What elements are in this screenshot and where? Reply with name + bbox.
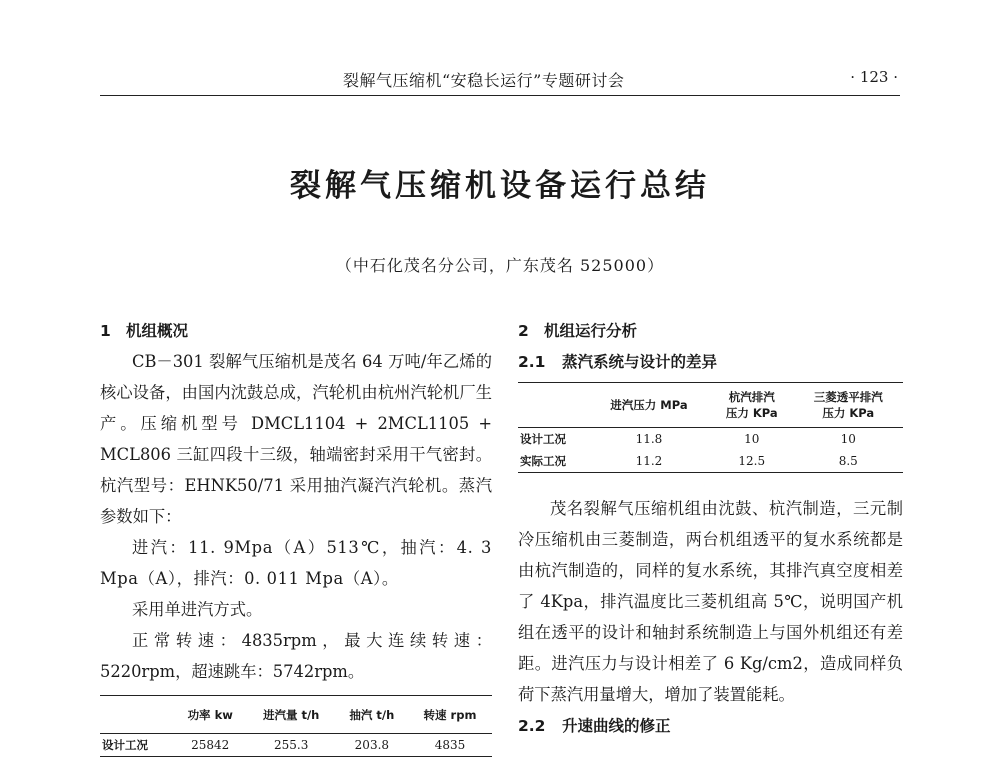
table-cell: 203.8 [354,738,390,752]
table-cell: 12.5 [738,454,766,468]
running-head-title: 裂解气压缩机“安稳长运行”专题研讨会 [343,71,625,90]
section-1-paragraph-2: 进汽：11. 9Mpa（A）513℃，抽汽：4. 3 Mpa（A），排汽：0. 011 Mpa（A）。 [100,538,492,588]
table-header-cell [518,383,588,428]
table-header-row [518,383,903,428]
article-affiliation: （中石化茂名分公司，广东茂名 525000） [335,256,665,275]
section-2-number: 2 [518,322,529,340]
table-cell: 10 [744,432,760,446]
section-2-title: 机组运行分析 [544,322,638,340]
section-1-paragraph-4: 正常转速：4835rpm，最大连续转速：5220rpm，超速跳车：5742rpm。 [100,631,492,681]
running-head [100,66,900,96]
table-header-cell: 三菱透平排汽 压力 KPa [813,390,883,420]
section-2-2-number: 2.2 [518,717,546,735]
section-2-1-heading [518,346,903,378]
table-header-cell: 转速 rpm [423,707,477,722]
table-row [518,450,903,473]
table-row [100,734,492,757]
section-1-paragraph-1: CB－301 裂解气压缩机是茂名 64 万吨/年乙烯的核心设备，由国内沈鼓总成，汽轮机由杭州汽轮机厂生产。压缩机型号 DMCL1104 + 2MCL1105 + MCL806 三缸四段十三级，轴端密封采用干气密封。杭汽型号：EHNK50/71 采用抽汽凝汽汽轮机。蒸汽参数如下： [100,352,492,526]
table-header-cell: 进汽量 t/h [262,707,320,722]
table-header-cell: 进汽压力 MPa [610,398,688,412]
page-number: · 123 · [850,68,898,86]
section-2-1-paragraph: 茂名裂解气压缩机组由沈鼓、杭汽制造，三元制冷压缩机由三菱制造，两台机组透平的复水系统都是由杭汽制造的，同样的复水系统，其排汽真空度相差了 4Kpa，排汽温度比三菱机组高 5℃，说明国产机组在透平的设计和轴封系统制造上与国外机组还有差距。进汽压力与设计相差了 6 Kg/cm2，造成同样负荷下蒸汽用量增大，增加了装置能耗。 [518,499,903,704]
section-1-paragraph-3: 采用单进汽方式。 [132,600,263,619]
table-cell: 25842 [191,738,230,752]
section-1-title: 机组概况 [126,322,189,340]
table-row-label: 设计工况 [102,738,148,752]
table-header-cell: 抽汽 t/h [349,707,395,722]
table-cell: 4835 [434,738,466,752]
section-2-2-title: 升速曲线的修正 [562,717,671,735]
table-header-cell [100,696,174,734]
table-row [518,428,903,451]
table-cell: 255.3 [274,738,309,752]
turbine-parameter-table [100,695,492,757]
table-row-label: 实际工况 [520,454,566,468]
table-cell: 11.8 [635,432,663,446]
table-cell: 8.5 [838,454,858,468]
left-column [100,316,492,757]
table-row-label: 设计工况 [520,432,566,446]
section-1-heading [100,316,492,346]
section-2-1-number: 2.1 [518,353,546,371]
section-2-2-heading [518,714,903,738]
right-column [518,316,903,738]
table-header-cell: 杭汽排汽 压力 KPa [725,390,778,420]
section-2-1-title: 蒸汽系统与设计的差异 [562,353,718,371]
section-1-number: 1 [100,322,111,340]
table-header-cell: 功率 kw [187,707,233,722]
steam-system-table [518,382,903,473]
article-title: 裂解气压缩机设备运行总结 [290,168,710,204]
table-header-row [100,696,492,734]
table-cell: 10 [840,432,856,446]
section-2-heading [518,316,903,346]
table-cell: 11.2 [635,454,663,468]
